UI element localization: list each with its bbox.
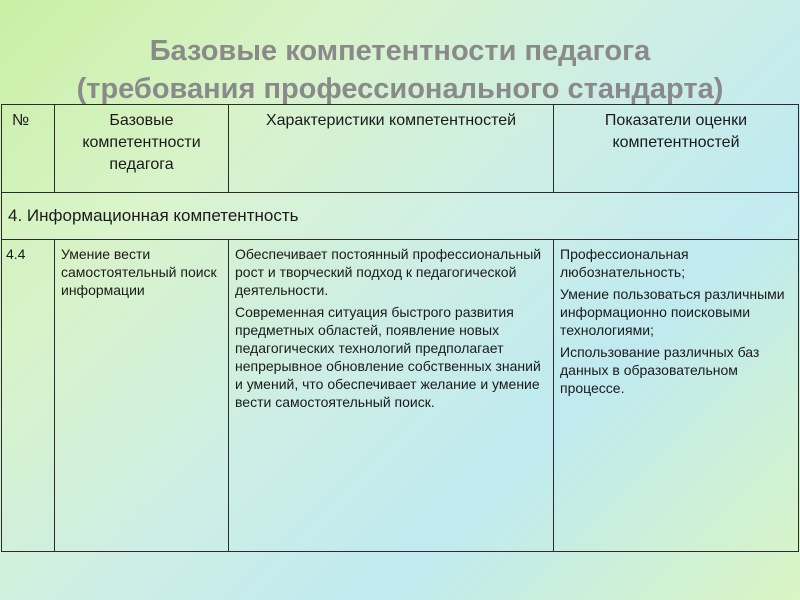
header-indicators: Показатели оценки компетентностей xyxy=(554,105,799,193)
row-characteristics xyxy=(229,240,554,552)
header-num: № xyxy=(2,105,55,193)
indicator-item: Использование различных баз данных в образовательном процессе. xyxy=(560,344,760,396)
row-indicators xyxy=(554,240,799,552)
indicator-item: Профессиональная любознательность; xyxy=(560,246,689,280)
row-competence-text: Умение вести самостоятельный поиск информации xyxy=(61,246,217,298)
characteristics-paragraph: Обеспечивает постоянный профессиональный рост и творческий подход к педагогической деятельности. xyxy=(235,246,542,298)
header-competence: Базовые компетентности педагога xyxy=(55,105,229,193)
indicator-item: Умение пользоваться различными информационно поисковыми технологиями; xyxy=(560,286,785,338)
title-line-2: (требования профессионального стандарта) xyxy=(76,73,724,105)
table-header-row xyxy=(2,105,799,193)
competence-table xyxy=(1,104,799,552)
section-row xyxy=(2,193,799,240)
section-title: 4. Информационная компетентность xyxy=(2,193,799,240)
header-characteristics: Характеристики компетентностей xyxy=(229,105,554,193)
row-num: 4.4 xyxy=(2,240,55,552)
row-competence xyxy=(55,240,229,552)
slide-title xyxy=(0,32,800,108)
table-row xyxy=(2,240,799,552)
characteristics-paragraph: Современная ситуация быстрого развития предметных областей, появление новых педагогических технологий предполагает непрерывное обновление собственных знаний и умений, что обеспечивает желание и умение вести самостоятельный поиск. xyxy=(235,304,541,410)
title-line-1: Базовые компетентности педагога xyxy=(149,35,651,67)
